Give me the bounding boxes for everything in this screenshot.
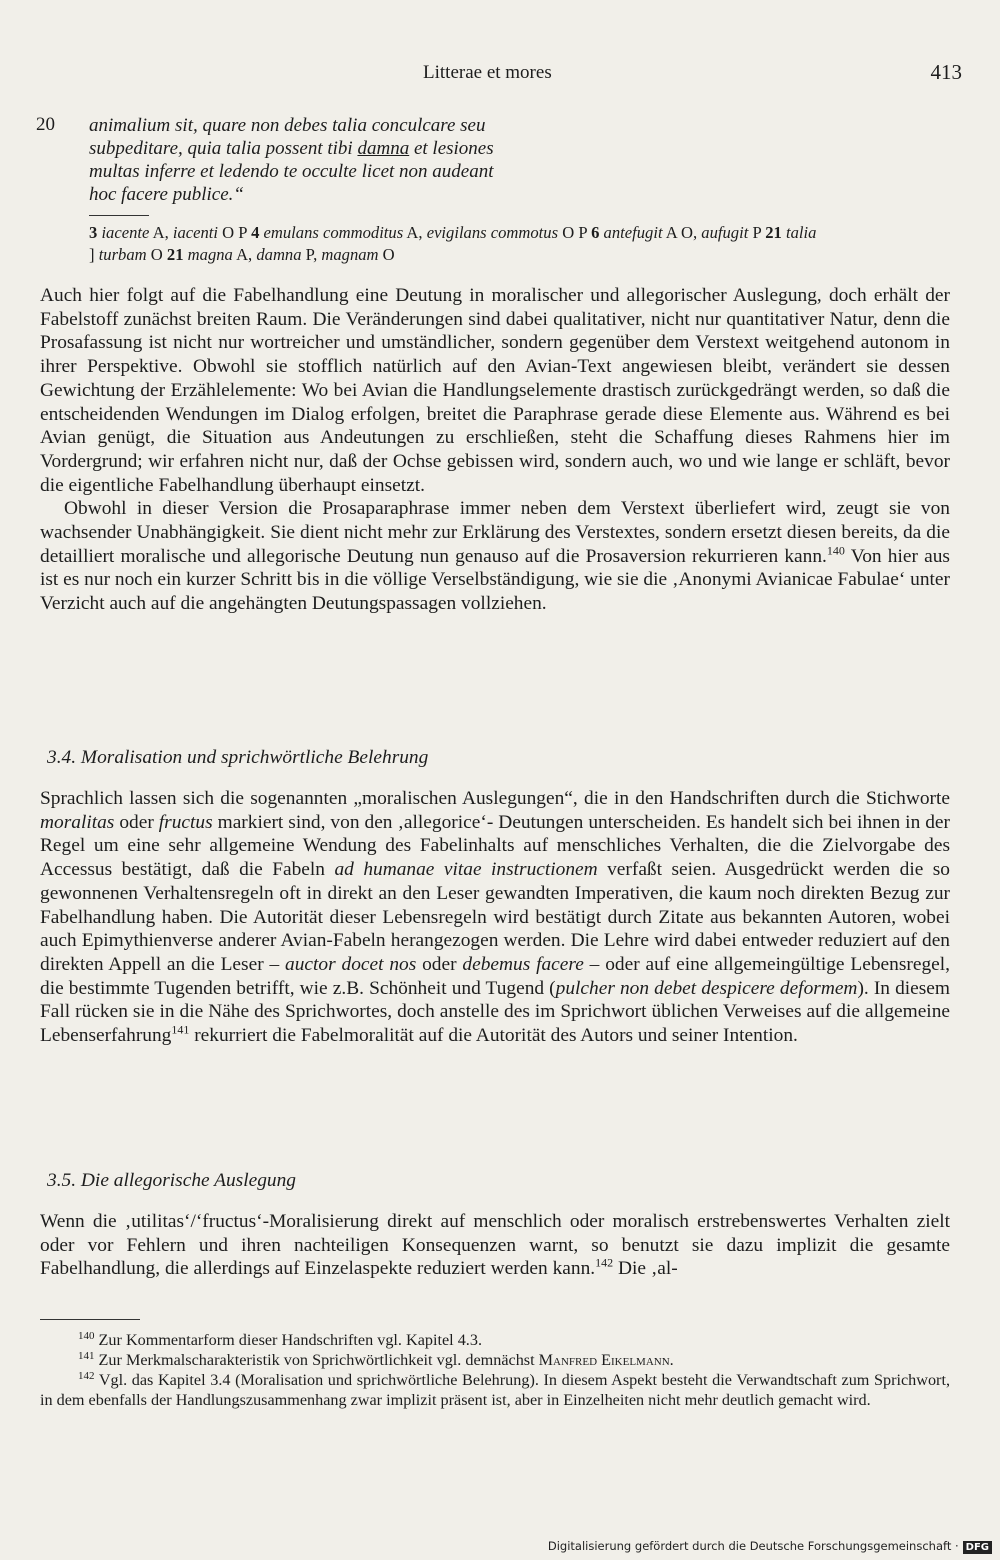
app-siglum: A O, [662, 223, 702, 242]
para-text: Die ‚al- [613, 1258, 678, 1280]
app-bracket: ] [89, 245, 99, 264]
para-text: Sprachlich lassen sich die sogenannten „moralischen Auslegungen“, die in den Handschriften durch die Stichworte [40, 788, 950, 809]
latin-term: moralitas [40, 811, 115, 833]
verse-text: subpeditare, quia talia possent tibi [89, 138, 353, 159]
footnote-number: 140 [78, 1329, 95, 1342]
app-reading: aufugit [701, 223, 749, 242]
app-reading: talia [781, 223, 817, 242]
section-heading-3-5: 3.5. Die allegorische Auslegung [47, 1170, 296, 1191]
app-reading: iacente [97, 223, 150, 242]
verse-lines [89, 114, 494, 206]
app-siglum: O P [218, 223, 252, 242]
verse-text: et lesiones [409, 138, 494, 159]
app-siglum: A, [149, 223, 173, 242]
app-siglum: A, [403, 223, 427, 242]
footnote-text: Vgl. das Kapitel 3.4 (Moralisation und sprichwörtliche Belehrung). In diesem Aspekt besteht die Verwandtschaft zum Sprichwort, in dem ebenfalls der Handlungszusammenhang zwar implizit präsent ist, aber in Einzelheiten nicht mehr deutlich gemacht wird. [40, 1371, 950, 1409]
app-lemma-num: 4 [251, 223, 260, 242]
app-reading: iacenti [172, 223, 219, 242]
section-heading-3-4: 3.4. Moralisation und sprichwörtliche Belehrung [47, 747, 429, 768]
verse-line: animalium sit, quare non debes talia conculcare seu [89, 115, 486, 136]
para-text: rekurriert die Fabelmoralität auf die Autorität des Autors und seiner Intention. [189, 1025, 798, 1047]
footnote-140 [40, 1330, 950, 1350]
app-reading: magna [183, 245, 233, 264]
app-siglum: P, [301, 245, 322, 264]
digitization-note: Digitalisierung gefördert durch die Deutsche Forschungsgemeinschaft · [547, 1539, 959, 1553]
page-number: 413 [930, 60, 962, 84]
para-text: oder [114, 811, 159, 833]
body-text-middle [40, 787, 950, 1048]
verse-line: multas inferre et ledendo te occulte licet non audeant [89, 161, 494, 182]
app-lemma-num: 6 [591, 223, 600, 242]
footnote-142 [40, 1370, 950, 1410]
paragraph-3 [40, 787, 950, 1048]
footnote-rule [40, 1319, 140, 1320]
app-siglum: P [748, 223, 766, 242]
app-lemma-num: 21 [765, 223, 782, 242]
app-reading: damna [256, 245, 302, 264]
para-text: – oder auf eine allgemeingültige Lebensregel, die bestimmte Tugenden betrifft, wie z.B. Schönheit und Tugend ( [40, 953, 950, 999]
body-text-lower [40, 1210, 950, 1281]
para-text: ). In diesem Fall rücken sie in die Nähe des Sprichwortes, doch anstelle des im Sprichwort üblichen Verweises auf die allgemeine Lebenserfahrung [40, 977, 950, 1047]
verse-line [89, 137, 494, 160]
footnote-number: 142 [78, 1369, 95, 1382]
app-lemma-num: 21 [166, 245, 184, 264]
para-text: Von hier aus ist es nur noch ein kurzer Schritt bis in die völlige Verselbständigung, wie sie die ‚Anonymi Avianicae Fabulae‘ unter Verzicht auch auf die angehängten Deutungspassagen vollziehen. [40, 545, 950, 615]
app-reading: antefugit [599, 223, 663, 242]
verse-line: hoc facere publice.“ [89, 184, 244, 205]
paragraph-1: Auch hier folgt auf die Fabelhandlung eine Deutung in moralischer und allegorischer Auslegung, doch erhält der Fabelstoff zunächst breiten Raum. Die Veränderungen sind dabei qualitativer, nicht nur quantitativer Natur, denn die Prosafassung ist nicht nur wortreicher und umständlicher, sondern gegenüber dem Verstext weitgehend autonom in ihrer Perspektive. Obwohl sie stofflich natürlich auf den Avian-Text angewiesen bleibt, verändert sie dessen Gewichtung der Erzählelemente: Wo bei Avian die Handlungselemente drastisch zurückgedrängt werden, so daß die entscheidenden Wendungen im Dialog erfolgen, breitet die Paraphrase gerade diese Elemente aus. Während es bei Avian genügt, die Situation aus Andeutungen zu erschließen, steht die Schaffung dieses Rahmens hier im Vordergrund; wir erfahren nicht nur, daß der Ochse gebissen wird, sondern auch, wo und wie lange er schläft, bevor die eigentliche Fabelhandlung überhaupt einsetzt. [40, 285, 950, 496]
underlined-word: damna [357, 138, 410, 159]
body-text-upper [40, 284, 950, 616]
footnote-text: Zur Kommentarform dieser Handschriften vgl. Kapitel 4.3. [94, 1331, 482, 1349]
apparatus-rule [89, 215, 149, 216]
footnote-ref-140[interactable]: 140 [826, 543, 845, 558]
para-text: oder [416, 953, 463, 975]
para-text: Obwohl in dieser Version die Prosaparaphrase immer neben dem Verstext überliefert wird, zeugt sie von wachsender Unabhängigkeit. Sie dient nicht mehr zur Erklärung des Verstextes, sondern ersetzt diesen bereits, da die detailliert moralische und allegorische Deutung nun genauso auf die Prosaversion rekurrieren kann. [40, 498, 950, 567]
app-reading: turbam [98, 245, 147, 264]
para-text: markiert sind, von den ‚allegorice‘- Deutungen unterscheiden. Es handelt sich bei ihnen in der Regel um eine sehr allgemeine Wendung des Fabelinhalts auf menschliches Verhalten, die die Zielvorgabe des Accessus bestätigt, daß die Fabeln [40, 811, 951, 881]
para-text: Wenn die ‚utilitas‘/‘fructus‘-Moralisierung direkt auf menschlich oder moralisch erstrebenswertes Verhalten zielt oder vor Fehlern und ihren nachteiligen Konsequenzen warnt, so benutzt sie dazu implizit die gesamte Fabelhandlung, die allerdings auf Einzelaspekte reduziert werden kann. [40, 1211, 950, 1280]
app-siglum: O P [558, 223, 592, 242]
para-text: verfaßt seien. Ausgedrückt werden die so gewonnenen Verhaltensregeln oft in direkt an den Leser gewandten Imperativen, die kaum noch direkten Bezug zur Fabelhandlung haben. Die Autorität dieser Lebensregeln wird bestätigt durch Zitate aus bekannten Autoren, wobei auch Epimythienverse anderer Avian-Fabeln herangezogen werden. Die Lehre wird dabei entweder reduziert auf den direkten Appell an die Leser – [40, 859, 951, 975]
app-reading: magnam [321, 245, 379, 264]
app-reading: evigilans commotus [426, 223, 559, 242]
footnote-number: 141 [78, 1349, 95, 1362]
latin-term: debemus facere [462, 953, 584, 975]
running-head [0, 60, 1000, 90]
paragraph-2 [40, 497, 950, 616]
footnote-text: . [669, 1351, 674, 1369]
running-head-title: Litterae et mores [423, 62, 552, 83]
digitization-credit [548, 1539, 992, 1554]
latin-term: auctor docet nos [285, 953, 417, 975]
app-reading: emulans commoditus [259, 223, 404, 242]
app-siglum: O [146, 245, 167, 264]
app-siglum: O [378, 245, 395, 264]
latin-term: ad humanae vitae instructionem [334, 859, 598, 881]
footnote-141 [40, 1350, 950, 1370]
latin-term: fructus [158, 811, 213, 833]
critical-apparatus [89, 222, 949, 266]
footnote-ref-142[interactable]: 142 [595, 1255, 614, 1270]
author-name: Manfred Eikelmann [538, 1351, 670, 1369]
latin-term: pulcher non debet despicere deformem [555, 977, 858, 999]
dfg-logo: DFG [963, 1541, 992, 1554]
footnotes [40, 1330, 950, 1410]
app-siglum: A, [232, 245, 257, 264]
app-lemma-num: 3 [89, 223, 98, 242]
footnote-text: Zur Merkmalscharakteristik von Sprichwörtlichkeit vgl. demnächst [94, 1351, 539, 1369]
footnote-ref-141[interactable]: 141 [171, 1022, 190, 1037]
paragraph-4 [40, 1210, 950, 1281]
verse-line-number: 20 [36, 114, 55, 135]
